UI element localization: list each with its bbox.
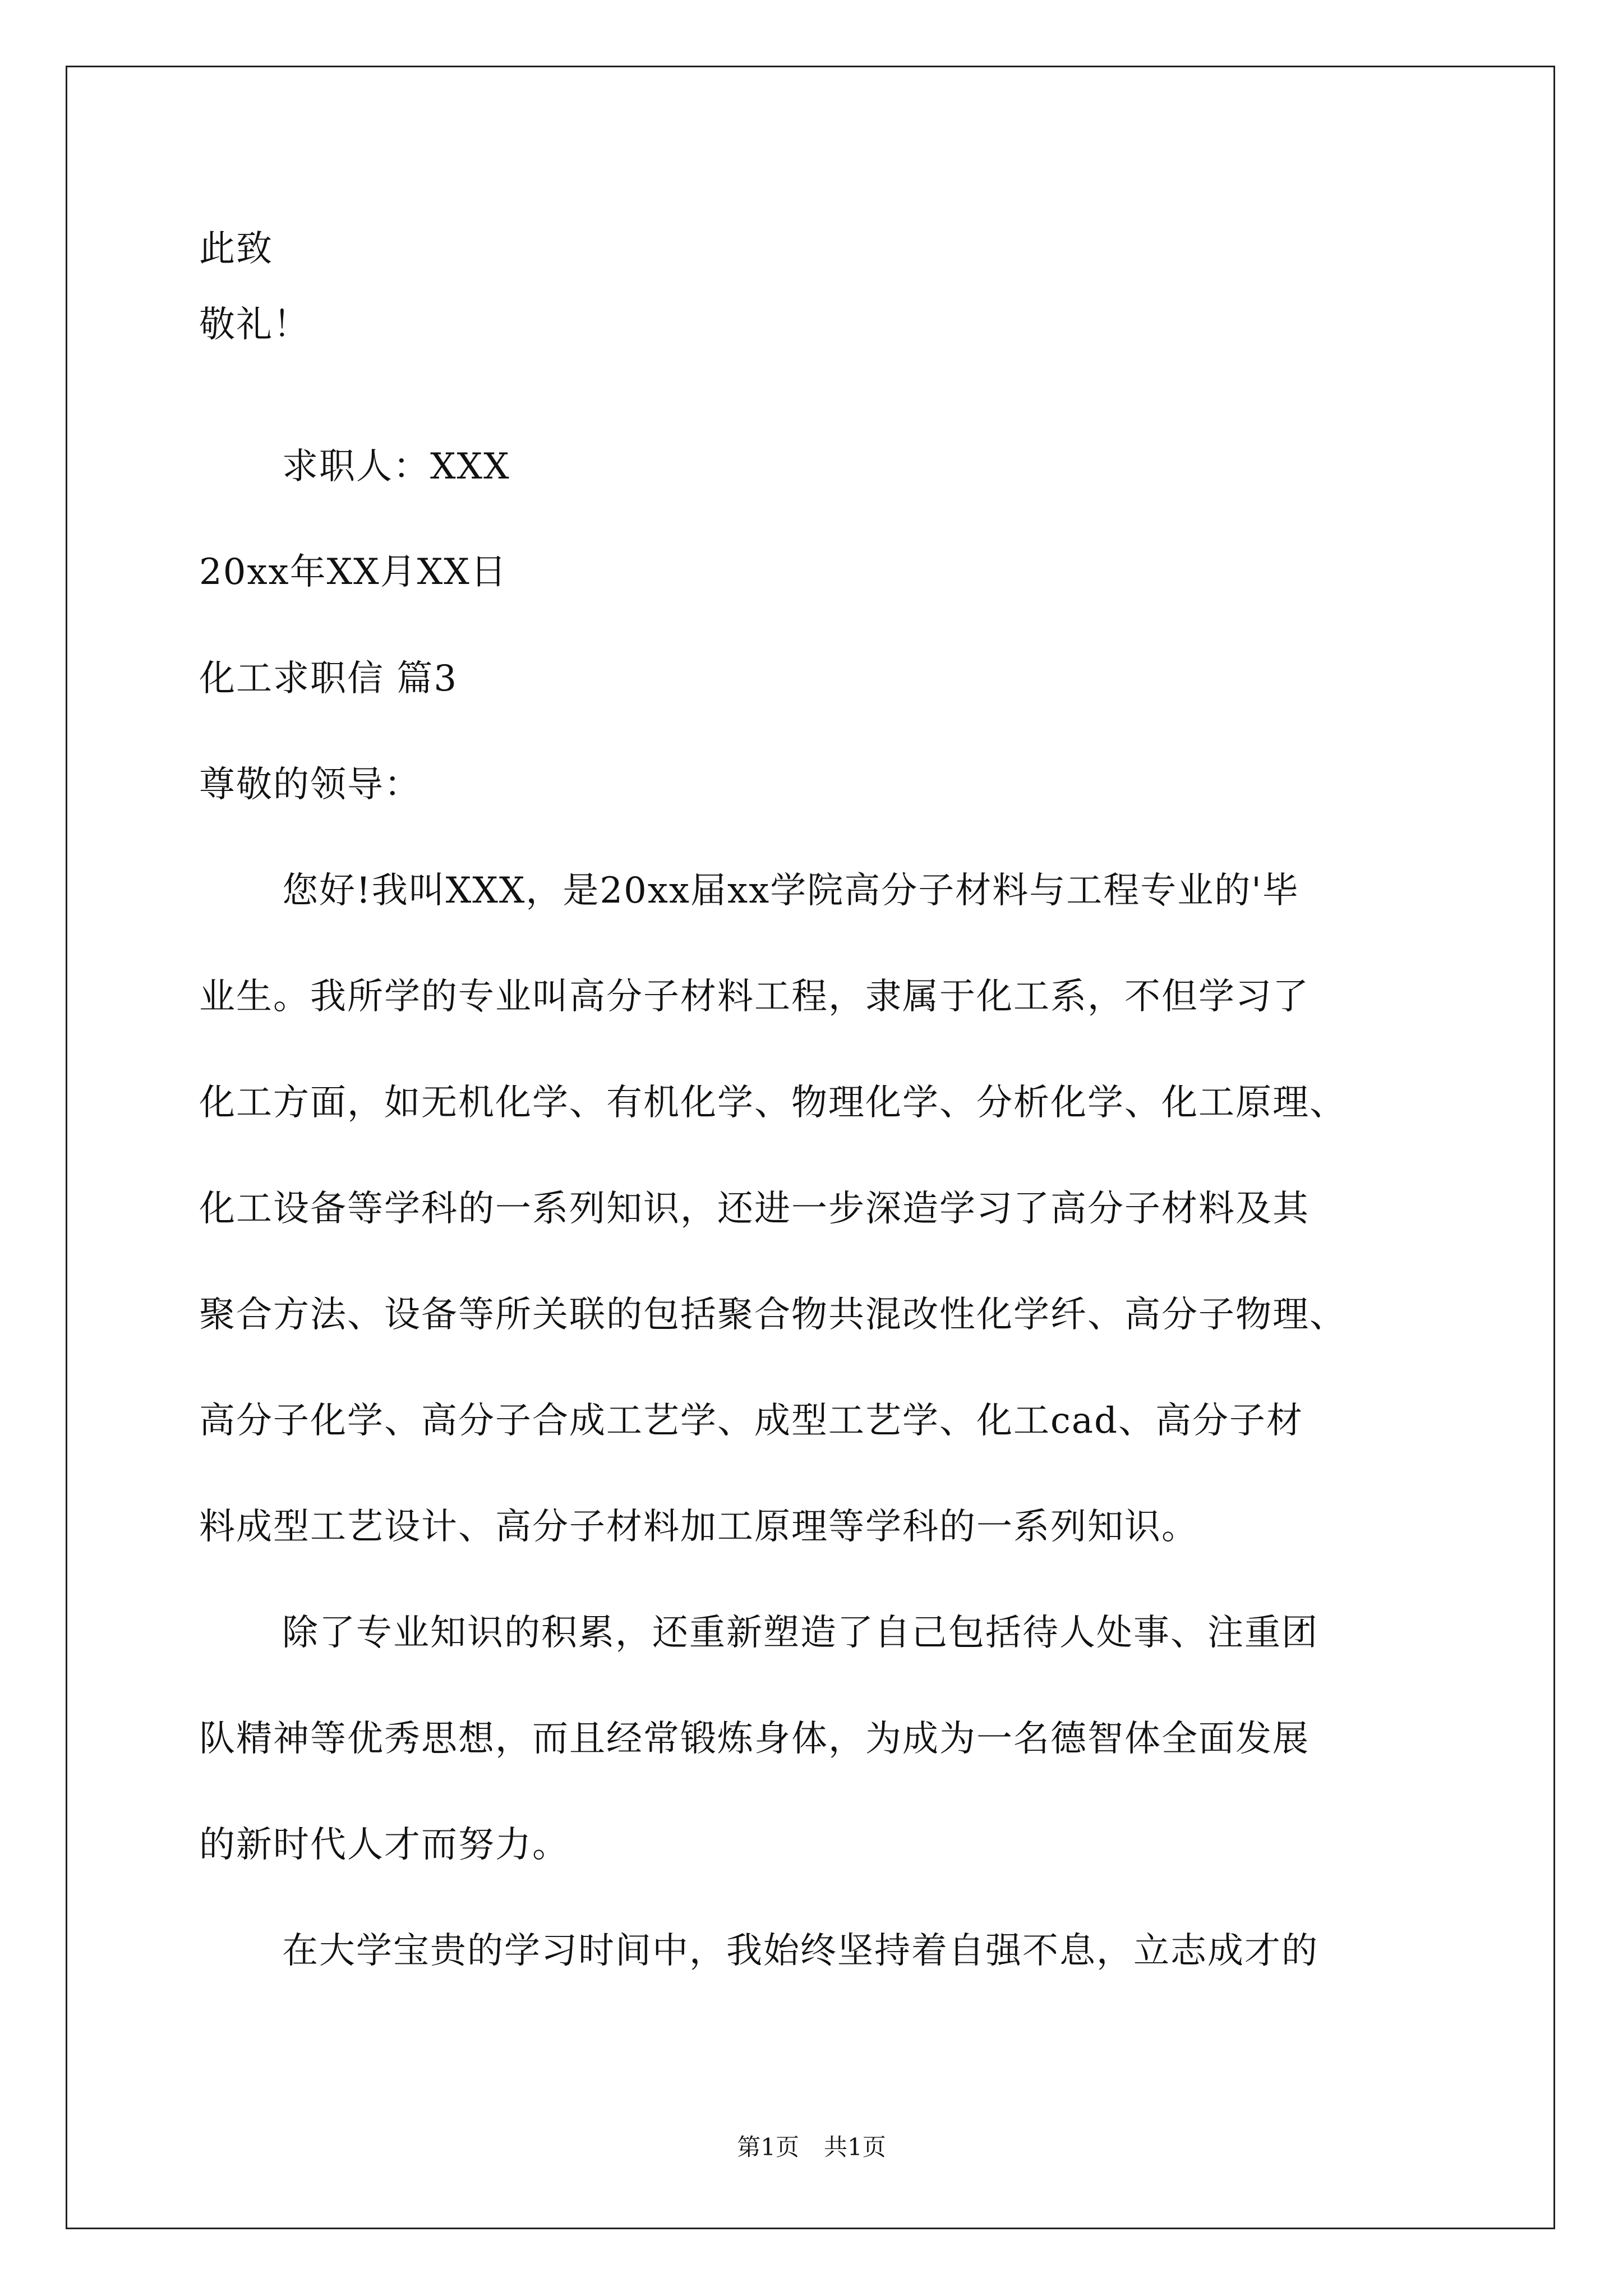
paragraph-line: 在大学宝贵的学习时间中，我始终坚持着自强不息，立志成才的	[282, 1930, 1318, 1972]
paragraph-line: 的新时代人才而努力。	[199, 1824, 569, 1866]
letter-date: 20xx年XX月XX日	[199, 551, 508, 593]
page-border	[66, 66, 1555, 2229]
paragraph-line: 您好!我叫XXX，是20xx届xx学院高分子材料与工程专业的'毕	[282, 870, 1299, 912]
page-number-current: 第1页	[737, 2133, 799, 2161]
section-heading: 化工求职信 篇3	[199, 658, 458, 700]
applicant-signature: 求职人：XXX	[282, 446, 510, 487]
closing-regards: 敬礼！	[199, 304, 310, 346]
paragraph-line: 业生。我所学的专业叫高分子材料工程，隶属于化工系，不但学习了	[199, 976, 1310, 1018]
page-footer	[0, 2132, 1623, 2163]
paragraph-line: 化工方面，如无机化学、有机化学、物理化学、分析化学、化工原理、	[199, 1082, 1347, 1124]
closing-salutation: 此致	[199, 228, 273, 270]
paragraph-line: 高分子化学、高分子合成工艺学、成型工艺学、化工cad、高分子材	[199, 1400, 1303, 1442]
paragraph-line: 料成型工艺设计、高分子材料加工原理等学科的一系列知识。	[199, 1506, 1198, 1548]
greeting: 尊敬的领导：	[199, 764, 421, 806]
paragraph-line: 队精神等优秀思想，而且经常锻炼身体，为成为一名德智体全面发展	[199, 1718, 1310, 1760]
paragraph-line: 聚合方法、设备等所关联的包括聚合物共混改性化学纤、高分子物理、	[199, 1294, 1347, 1336]
paragraph-line: 化工设备等学科的一系列知识，还进一步深造学习了高分子材料及其	[199, 1188, 1310, 1230]
paragraph-line: 除了专业知识的积累，还重新塑造了自己包括待人处事、注重团	[282, 1612, 1318, 1654]
page-number-total: 共1页	[824, 2133, 886, 2161]
